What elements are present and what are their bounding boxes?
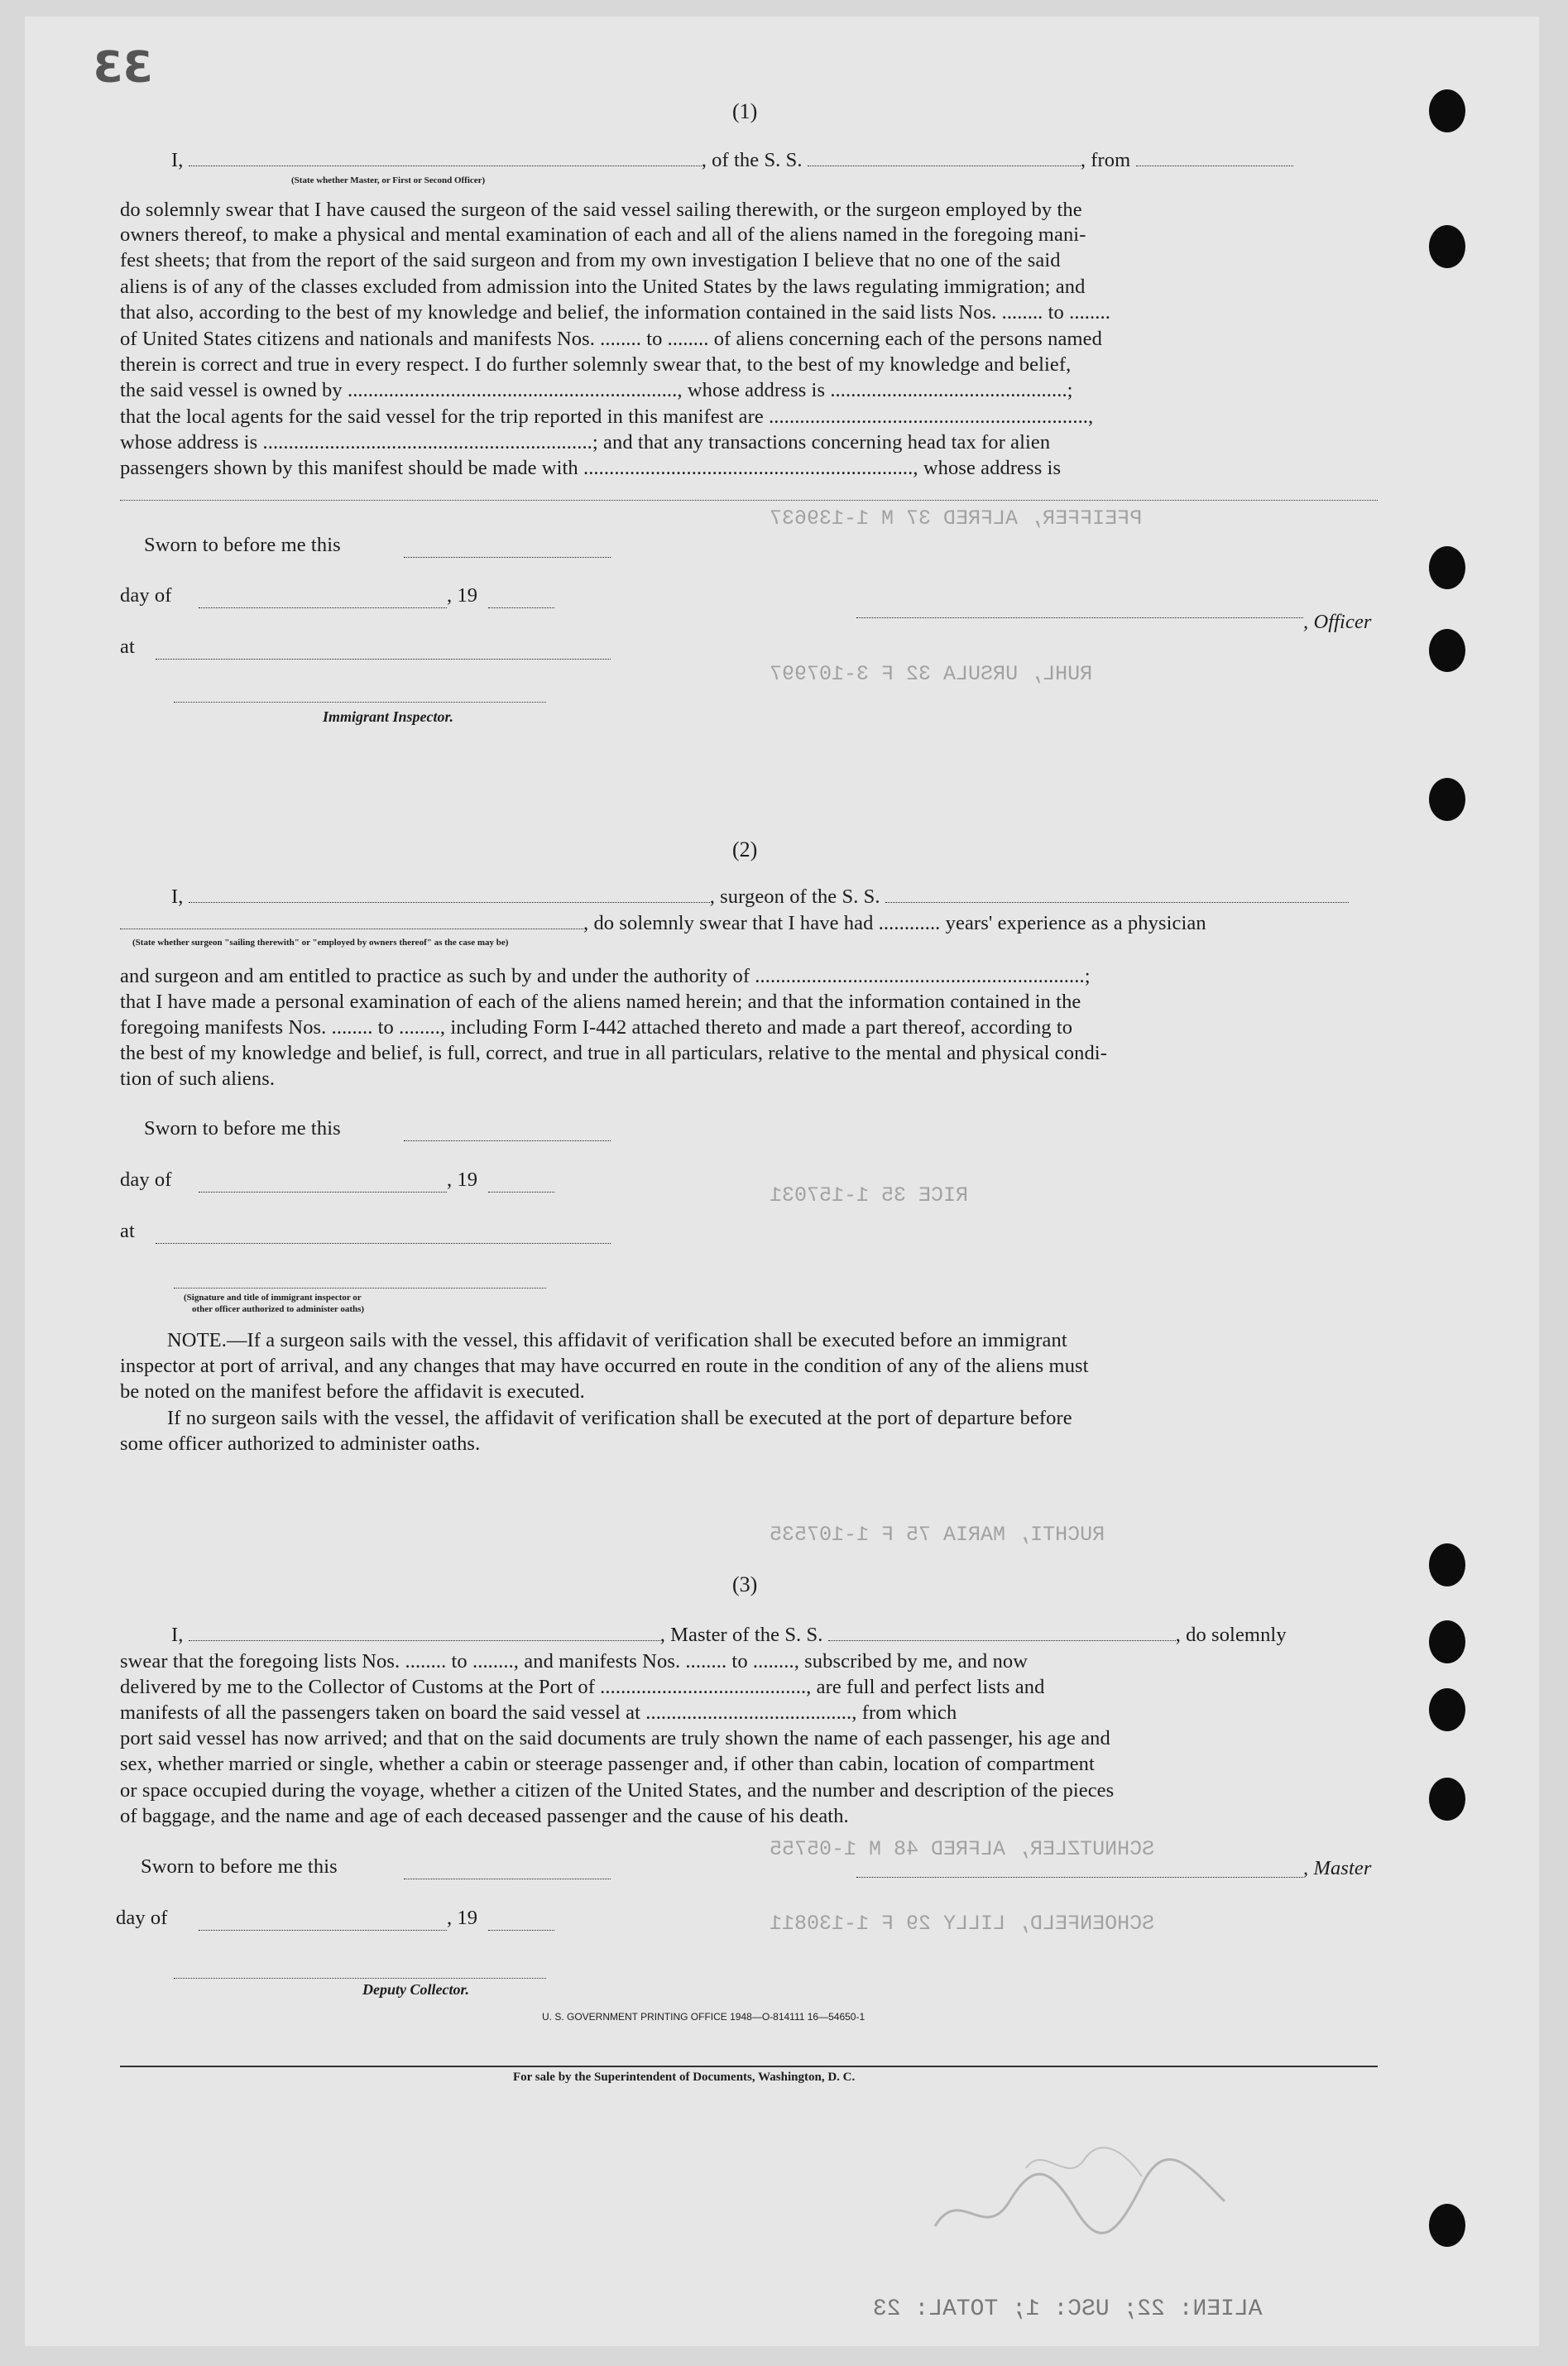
officer-field[interactable]	[856, 602, 1303, 618]
year-label: , 19	[447, 1907, 478, 1929]
footer-rule	[120, 2066, 1378, 2067]
text-line: therein is correct and true in every respect. I do further solemnly swear that, to the best of my knowledge and belief,	[120, 353, 1072, 376]
inspector-line	[174, 702, 546, 703]
text-line: and surgeon and am entitled to practice as such by and under the authority of ................................................................;	[120, 965, 1091, 987]
sworn-label: Sworn to before me this	[144, 534, 341, 556]
punch-hole	[1429, 2204, 1465, 2247]
from-field[interactable]	[1136, 151, 1293, 166]
collector-label: Deputy Collector.	[362, 1981, 469, 1998]
section-3-header	[171, 1624, 1287, 1647]
prefix: I,	[171, 885, 184, 908]
bleed-through: SCHNUTZLER, ALFRED 48 M 1-05755	[770, 1837, 1155, 1861]
day-of-label: day of	[116, 1907, 168, 1929]
punch-hole	[1429, 225, 1465, 268]
section-1-caption: (State whether Master, or First or Second Officer)	[291, 175, 486, 185]
punch-hole	[1429, 1543, 1465, 1586]
signature-line	[120, 500, 1378, 501]
text-line: tion of such aliens.	[120, 1068, 276, 1090]
punch-hole	[1429, 778, 1465, 821]
text-line: do solemnly swear that I have caused the surgeon of the said vessel sailing therewith, or the surgeon employed by the	[120, 199, 1082, 221]
sworn-label: Sworn to before me this	[144, 1117, 341, 1140]
text-line: whose address is ................................................................; and that any transactions concerning head tax for alien	[120, 431, 1051, 454]
section-2-header	[171, 885, 1349, 909]
note-line: inspector at port of arrival, and any changes that may have occurred en route in the condition of any of the aliens must	[120, 1355, 1089, 1377]
signature-caption: other officer authorized to administer oaths)	[192, 1304, 365, 1314]
punch-hole	[1429, 89, 1465, 132]
at-label: at	[120, 1220, 135, 1242]
year-label: , 19	[447, 1169, 478, 1191]
from-label: , from	[1080, 149, 1131, 171]
year-label: , 19	[447, 584, 478, 607]
bleed-through: RUHL, URSULA 32 F 3-107997	[770, 662, 1093, 686]
corner-number: 33	[93, 43, 153, 93]
text-line: the best of my knowledge and belief, is full, correct, and true in all particulars, relative to the mental and physical condi-	[120, 1042, 1107, 1064]
swear-text: , do solemnly swear that I have had ............ years' experience as a physician	[583, 912, 1206, 934]
punch-hole	[1429, 546, 1465, 589]
surgeon-vessel-field[interactable]	[885, 887, 1349, 903]
text-line: the said vessel is owned by ................................................................, whose address is ..............................................;	[120, 379, 1073, 401]
section-2-caption: (State whether surgeon "sailing therewith" or "employed by owners thereof" as the case may be)	[132, 938, 509, 948]
bleed-through: RUCHTI, MARIA 75 F 1-107535	[770, 1523, 1105, 1547]
at-field[interactable]	[156, 644, 611, 660]
text-line: of United States citizens and nationals and manifests Nos. ........ to ........ of aliens concerning each of the persons named	[120, 328, 1102, 350]
section-2-swear	[120, 912, 1206, 935]
master-of-label: , Master of the S. S.	[659, 1624, 823, 1646]
text-line: foregoing manifests Nos. ........ to ........, including Form I-442 attached thereto and made a part thereof, according to	[120, 1016, 1073, 1039]
year-field[interactable]	[488, 1177, 554, 1193]
at-field[interactable]	[156, 1228, 611, 1244]
prefix: I,	[171, 1624, 184, 1646]
signature-caption: (Signature and title of immigrant inspector or	[184, 1293, 362, 1303]
of-ss-label: , of the S. S.	[701, 149, 803, 171]
sworn-label: Sworn to before me this	[141, 1855, 338, 1878]
text-line: swear that the foregoing lists Nos. ........ to ........, and manifests Nos. ........ to ........, subscribed by me, and now	[120, 1650, 1029, 1673]
bleed-through: RICE 35 1-157031	[770, 1183, 969, 1207]
day-field[interactable]	[199, 1915, 447, 1931]
inspector-label: Immigrant Inspector.	[323, 708, 454, 725]
day-of-label: day of	[120, 584, 172, 607]
master-name-field[interactable]	[189, 1625, 660, 1641]
note-line: be noted on the manifest before the affidavit is executed.	[120, 1380, 585, 1403]
bottom-stamp: ALIEN: 22; USC: 1; TOTAL: 23	[873, 2296, 1263, 2322]
sworn-field[interactable]	[404, 1864, 611, 1879]
text-line: fest sheets; that from the report of the said surgeon and from my own investigation I believe that no one of the said	[120, 249, 1061, 271]
punch-hole	[1429, 1620, 1465, 1663]
bleed-through: SCHOENFELD, LILLY 29 F 1-130811	[770, 1912, 1155, 1936]
officer-label: , Officer	[1303, 611, 1372, 633]
day-of-label: day of	[120, 1169, 172, 1191]
gpo-imprint: U. S. GOVERNMENT PRINTING OFFICE 1948—O-814111 16—54650-1	[542, 2011, 866, 2023]
text-line: port said vessel has now arrived; and that on the said documents are truly shown the name of each passenger, his age and	[120, 1727, 1110, 1749]
section-1-header	[171, 149, 1293, 172]
sale-notice: For sale by the Superintendent of Documents, Washington, D. C.	[513, 2071, 856, 2084]
year-field[interactable]	[488, 1915, 554, 1931]
surgeon-of-label: , surgeon of the S. S.	[709, 885, 880, 908]
text-line: that I have made a personal examination of each of the aliens named herein; and that the information contained in the	[120, 991, 1081, 1013]
note-line: If no surgeon sails with the vessel, the affidavit of verification shall be executed at the port of departure before	[167, 1407, 1072, 1429]
master-vessel-field[interactable]	[828, 1625, 1176, 1641]
day-field[interactable]	[199, 593, 447, 608]
text-line: owners thereof, to make a physical and mental examination of each and all of the aliens named in the foregoing mani-	[120, 223, 1086, 246]
section-2-marker: (2)	[732, 837, 758, 861]
note-line: NOTE.—If a surgeon sails with the vessel, this affidavit of verification shall be executed before an immigrant	[167, 1329, 1067, 1351]
text-line: passengers shown by this manifest should be made with ................................................................, whose address is	[120, 457, 1062, 479]
signature-line	[174, 1288, 546, 1289]
text-line: sex, whether married or single, whether a cabin or steerage passenger and, if other than cabin, location of compartment	[120, 1753, 1095, 1775]
collector-line	[174, 1978, 546, 1979]
punch-hole	[1429, 1778, 1465, 1821]
section-1-marker: (1)	[732, 99, 758, 123]
signature-scribble	[927, 2135, 1241, 2251]
master-label: , Master	[1303, 1857, 1372, 1879]
section-3-marker: (3)	[732, 1572, 758, 1596]
day-field[interactable]	[199, 1177, 447, 1193]
text-line: that also, according to the best of my knowledge and belief, the information contained in the said lists Nos. ........ to ........	[120, 301, 1110, 324]
prefix: I,	[171, 149, 184, 171]
surgeon-name-field[interactable]	[189, 887, 710, 903]
note-line: some officer authorized to administer oaths.	[120, 1433, 481, 1455]
punch-hole	[1429, 629, 1465, 672]
text-line: manifests of all the passengers taken on board the said vessel at ........................................, from which	[120, 1701, 957, 1724]
text-line: or space occupied during the voyage, whether a citizen of the United States, and the number and description of the pieces	[120, 1779, 1115, 1802]
sworn-field[interactable]	[404, 542, 611, 558]
surgeon-type-field[interactable]	[120, 914, 583, 929]
bleed-through: PFEIFFER, ALFRED 37 M 1-139637	[770, 506, 1143, 530]
punch-hole	[1429, 1688, 1465, 1731]
text-line: of baggage, and the name and age of each deceased passenger and the cause of his death.	[120, 1805, 849, 1827]
text-line: aliens is of any of the classes excluded from admission into the United States by the laws regulating immigration; and	[120, 276, 1086, 298]
master-sign-field[interactable]	[856, 1862, 1303, 1878]
sworn-field[interactable]	[404, 1125, 611, 1141]
year-field[interactable]	[488, 593, 554, 608]
vessel-field[interactable]	[808, 151, 1081, 166]
text-line: that the local agents for the said vessel for the trip reported in this manifest are ..............................................................,	[120, 406, 1094, 428]
name-field[interactable]	[189, 151, 702, 166]
at-label: at	[120, 636, 135, 658]
solemnly-label: , do solemnly	[1175, 1624, 1287, 1646]
text-line: delivered by me to the Collector of Customs at the Port of ........................................, are full and perfect lists and	[120, 1676, 1045, 1698]
